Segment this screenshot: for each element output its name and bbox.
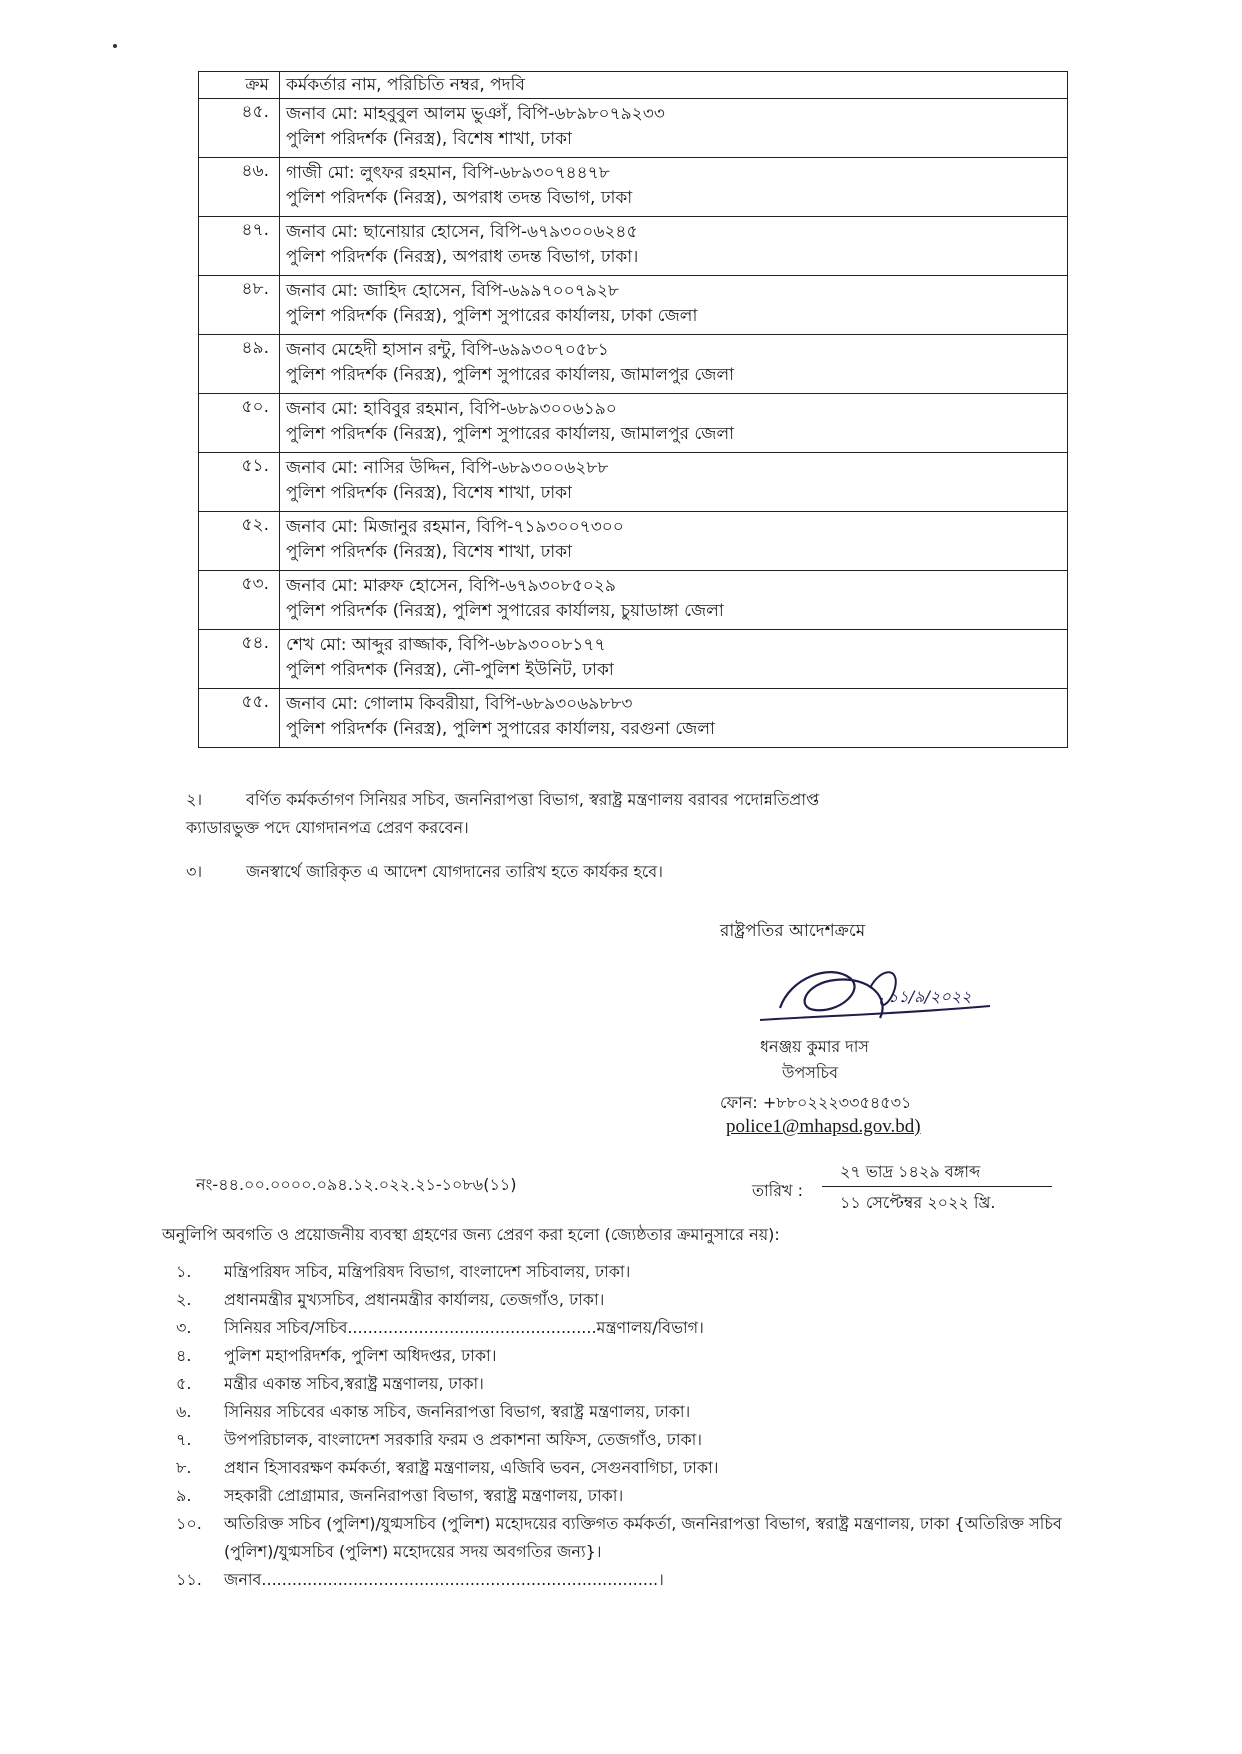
officer-post: পুলিশ পরিদর্শক (নিরস্ত্র), পুলিশ সুপারের কার্যালয়, জামালপুর জেলা — [286, 365, 735, 385]
paragraph-3-number: ৩। — [186, 862, 203, 881]
row-serial: ৫৪. — [199, 630, 280, 689]
officer-post: পুলিশ পরিদর্শক (নিরস্ত্র), বিশেষ শাখা, ঢাকা — [286, 129, 572, 149]
officers-table — [198, 71, 1068, 748]
row-serial: ৪৭. — [199, 217, 280, 276]
row-details — [280, 217, 1068, 276]
table-row — [199, 335, 1068, 394]
officer-post: পুলিশ পরিদর্শক (নিরস্ত্র), পুলিশ সুপারের কার্যালয়, ঢাকা জেলা — [286, 306, 698, 326]
list-item — [176, 1454, 1076, 1482]
list-item-text: মন্ত্রিপরিষদ সচিব, মন্ত্রিপরিষদ বিভাগ, বাংলাদেশ সচিবালয়, ঢাকা। — [224, 1262, 631, 1281]
table-row — [199, 571, 1068, 630]
list-item-number: ১০. — [176, 1514, 202, 1533]
signatory-email: police1@mhapsd.gov.bd) — [726, 1116, 921, 1137]
officer-post: পুলিশ পরিদর্শক (নিরস্ত্র), পুলিশ সুপারের কার্যালয়, বরগুনা জেলা — [286, 719, 715, 739]
row-details — [280, 453, 1068, 512]
row-details — [280, 630, 1068, 689]
list-item-text: মন্ত্রীর একান্ত সচিব,স্বরাষ্ট্র মন্ত্রণালয়, ঢাকা। — [224, 1374, 484, 1393]
signatory-designation: উপসচিব — [782, 1063, 839, 1082]
table-row — [199, 512, 1068, 571]
list-item-number: ৪. — [176, 1346, 192, 1365]
officer-name: জনাব মো: ছানোয়ার হোসেন, বিপি-৬৭৯৩০০৬২৪৫ — [286, 222, 638, 242]
officer-post: পুলিশ পরিদর্শক (নিরস্ত্র), পুলিশ সুপারের কার্যালয়, জামালপুর জেলা — [286, 424, 735, 444]
officer-name: জনাব মো: হাবিবুর রহমান, বিপি-৬৮৯৩০০৬১৯০ — [286, 399, 617, 419]
row-serial: ৪৮. — [199, 276, 280, 335]
row-details — [280, 689, 1068, 748]
presidential-order-line: রাষ্ট্রপতির আদেশক্রমে — [720, 921, 866, 941]
signature-date-scribble: ১১/৯/২০২২ — [888, 987, 972, 1006]
officer-name: শেখ মো: আব্দুর রাজ্জাক, বিপি-৬৮৯৩০০৮১৭৭ — [286, 635, 606, 655]
row-details — [280, 99, 1068, 158]
paragraph-2-number: ২। — [186, 790, 203, 809]
list-item-text: জনাব..............................................................................। — [224, 1570, 664, 1589]
date-english: ১১ সেপ্টেম্বর ২০২২ খ্রি. — [840, 1193, 996, 1212]
list-item-text: সিনিয়র সচিব/সচিব.................................................মন্ত্রণালয়/বিভাগ। — [224, 1318, 704, 1337]
list-item — [176, 1426, 1076, 1454]
list-item — [176, 1370, 1076, 1398]
paragraph-2 — [186, 786, 1066, 814]
list-item-text: অতিরিক্ত সচিব (পুলিশ)/যুগ্মসচিব (পুলিশ) মহোদয়ের ব্যক্তিগত কর্মকর্তা, জননিরাপত্তা বিভাগ, স্বরাষ্ট্র মন্ত্রণালয়, ঢাকা {অতিরিক্ত সচিব (পুলিশ)/যুগ্মসচিব (পুলিশ) মহোদয়ের সদয় অবগতির জন্য}। — [224, 1514, 1062, 1561]
list-item-text: সিনিয়র সচিবের একান্ত সচিব, জননিরাপত্তা বিভাগ, স্বরাষ্ট্র মন্ত্রণালয়, ঢাকা। — [224, 1402, 691, 1421]
date-bangla: ২৭ ভাদ্র ১৪২৯ বঙ্গাব্দ — [822, 1160, 1052, 1187]
list-item-number: ৫. — [176, 1374, 192, 1393]
table-row — [199, 158, 1068, 217]
list-item-number: ৯. — [176, 1486, 192, 1505]
row-details — [280, 512, 1068, 571]
list-item — [176, 1286, 1076, 1314]
handwritten-signature-icon — [760, 958, 1000, 1038]
row-serial: ৪৫. — [199, 99, 280, 158]
row-serial: ৪৯. — [199, 335, 280, 394]
paragraph-2-line1: বর্ণিত কর্মকর্তাগণ সিনিয়র সচিব, জননিরাপত্তা বিভাগ, স্বরাষ্ট্র মন্ত্রণালয় বরাবর পদোন্নতিপ্রাপ্ত — [246, 790, 820, 809]
row-serial: ৫২. — [199, 512, 280, 571]
header-details: কর্মকর্তার নাম, পরিচিতি নম্বর, পদবি — [280, 72, 1068, 99]
list-item-text: প্রধান হিসাবরক্ষণ কর্মকর্তা, স্বরাষ্ট্র মন্ত্রণালয়, এজিবি ভবন, সেগুনবাগিচা, ঢাকা। — [224, 1458, 719, 1477]
table-row — [199, 276, 1068, 335]
table-row — [199, 217, 1068, 276]
list-item-text: পুলিশ মহাপরিদর্শক, পুলিশ অধিদপ্তর, ঢাকা। — [224, 1346, 497, 1365]
list-item — [176, 1258, 1076, 1286]
list-item — [176, 1482, 1076, 1510]
list-item-number: ৩. — [176, 1318, 192, 1337]
officer-name: জনাব মো: জাহিদ হোসেন, বিপি-৬৯৯৭০০৭৯২৮ — [286, 281, 619, 301]
table-row — [199, 689, 1068, 748]
list-item — [176, 1342, 1076, 1370]
paragraph-3-text: জনস্বার্থে জারিকৃত এ আদেশ যোগদানের তারিখ হতে কার্যকর হবে। — [246, 862, 663, 881]
row-serial: ৫৫. — [199, 689, 280, 748]
list-item — [176, 1398, 1076, 1426]
officer-name: জনাব মো: গোলাম কিবরীয়া, বিপি-৬৮৯৩০৬৯৮৮৩ — [286, 694, 633, 714]
copy-heading: অনুলিপি অবগতি ও প্রয়োজনীয় ব্যবস্থা গ্রহণের জন্য প্রেরণ করা হলো (জ্যেষ্ঠতার ক্রমানুসারে নয়): — [162, 1225, 780, 1244]
officer-name: জনাব মো: মারুফ হোসেন, বিপি-৬৭৯৩০৮৫০২৯ — [286, 576, 616, 596]
officer-post: পুলিশ পরিদর্শক (নিরস্ত্র), বিশেষ শাখা, ঢাকা — [286, 542, 572, 562]
table-row — [199, 394, 1068, 453]
header-serial: ক্রম — [199, 72, 280, 99]
list-item — [176, 1510, 1076, 1566]
list-item-text: উপপরিচালক, বাংলাদেশ সরকারি ফরম ও প্রকাশনা অফিস, তেজগাঁও, ঢাকা। — [224, 1430, 703, 1449]
list-item-text: সহকারী প্রোগ্রামার, জননিরাপত্তা বিভাগ, স্বরাষ্ট্র মন্ত্রণালয়, ঢাকা। — [224, 1486, 624, 1505]
row-details — [280, 158, 1068, 217]
row-details — [280, 276, 1068, 335]
list-item-text: প্রধানমন্ত্রীর মুখ্যসচিব, প্রধানমন্ত্রীর কার্যালয়, তেজগাঁও, ঢাকা। — [224, 1290, 605, 1309]
list-item-number: ১১. — [176, 1570, 202, 1589]
table-row — [199, 453, 1068, 512]
table-row — [199, 99, 1068, 158]
officer-name: জনাব মেহেদী হাসান রন্টু, বিপি-৬৯৯৩০৭০৫৮১ — [286, 340, 609, 360]
paragraph-3 — [186, 858, 663, 886]
list-item-number: ১. — [176, 1262, 192, 1281]
officer-post: পুলিশ পরিদর্শক (নিরস্ত্র), পুলিশ সুপারের কার্যালয়, চুয়াডাঙ্গা জেলা — [286, 601, 724, 621]
row-details — [280, 335, 1068, 394]
list-item-number: ৬. — [176, 1402, 192, 1421]
list-item-number: ৮. — [176, 1458, 192, 1477]
row-serial: ৪৬. — [199, 158, 280, 217]
row-serial: ৫০. — [199, 394, 280, 453]
margin-dot — [113, 44, 117, 48]
table-row — [199, 630, 1068, 689]
list-item — [176, 1566, 1076, 1594]
memo-number: নং-৪৪.০০.০০০০.০৯৪.১২.০২২.২১-১০৮৬(১১) — [196, 1175, 517, 1194]
date-block — [822, 1160, 1052, 1215]
table-header-row — [199, 72, 1068, 99]
officer-post: পুলিশ পরিদর্শক (নিরস্ত্র), অপরাধ তদন্ত বিভাগ, ঢাকা — [286, 188, 633, 208]
officer-post: পুলিশ পরিদর্শক (নিরস্ত্র), অপরাধ তদন্ত বিভাগ, ঢাকা। — [286, 247, 639, 267]
row-details — [280, 394, 1068, 453]
copy-list — [176, 1258, 1076, 1594]
row-serial: ৫১. — [199, 453, 280, 512]
officer-name: জনাব মো: নাসির উদ্দিন, বিপি-৬৮৯৩০০৬২৮৮ — [286, 458, 609, 478]
officer-post: পুলিশ পরিদশক (নিরস্ত্র), নৌ-পুলিশ ইউনিট, ঢাকা — [286, 660, 614, 680]
list-item — [176, 1314, 1076, 1342]
officer-name: জনাব মো: মিজানুর রহমান, বিপি-৭১৯৩০০৭৩০০ — [286, 517, 624, 537]
signatory-phone: ফোন: +৮৮০২২২৩৩৫৪৫৩১ — [720, 1093, 912, 1112]
list-item-number: ২. — [176, 1290, 192, 1309]
officer-name: জনাব মো: মাহবুবুল আলম ভুঞাঁ, বিপি-৬৮৯৮০৭৯২৩৩ — [286, 104, 665, 124]
date-label: তারিখ : — [752, 1181, 804, 1200]
row-serial: ৫৩. — [199, 571, 280, 630]
paragraph-2-continued: ক্যাডারভুক্ত পদে যোগদানপত্র প্রেরণ করবেন। — [186, 818, 469, 837]
officer-post: পুলিশ পরিদর্শক (নিরস্ত্র), বিশেষ শাখা, ঢাকা — [286, 483, 572, 503]
row-details — [280, 571, 1068, 630]
officer-name: গাজী মো: লুৎফর রহমান, বিপি-৬৮৯৩০৭৪৪৭৮ — [286, 163, 610, 183]
list-item-number: ৭. — [176, 1430, 192, 1449]
signatory-name: ধনঞ্জয় কুমার দাস — [760, 1037, 869, 1056]
